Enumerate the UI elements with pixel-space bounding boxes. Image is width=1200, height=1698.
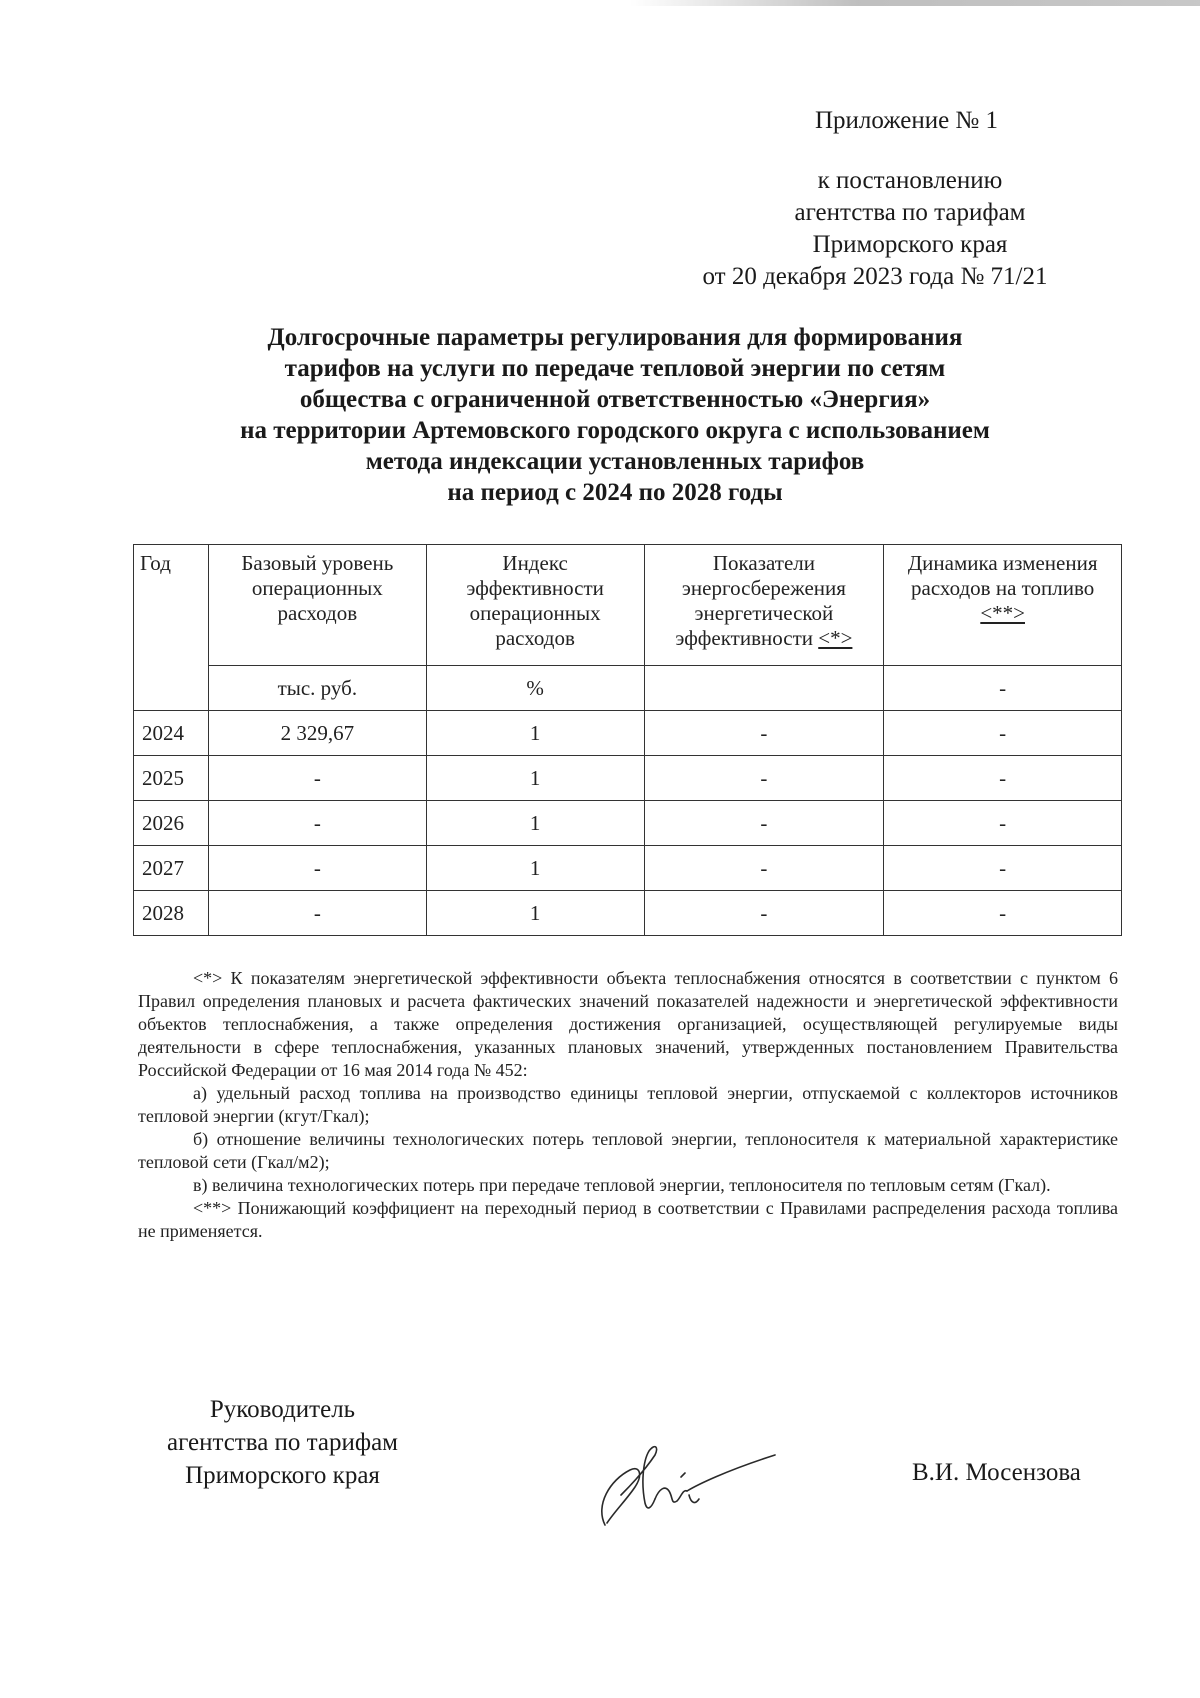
footnote-ref-1: <*> <box>818 626 853 650</box>
order-reference <box>700 165 1120 293</box>
header-fuel-dynamics-text: Динамика изменения расходов на топливо <box>907 551 1098 600</box>
cell-energy-saving: - <box>644 801 884 846</box>
header-energy-saving <box>644 545 884 666</box>
table-row <box>134 756 1122 801</box>
cell-efficiency-index: 1 <box>426 801 644 846</box>
cell-base-level: - <box>208 801 426 846</box>
signatory-position <box>140 1393 425 1492</box>
cell-efficiency-index: 1 <box>426 756 644 801</box>
footnote-fuel-coefficient: <**> Понижающий коэффициент на переходный период в соответствии с Правилами распределения расхода топлива не применяется. <box>138 1198 1118 1241</box>
handwritten-signature <box>585 1425 785 1535</box>
footnote-item-a: а) удельный расход топлива на производство единицы тепловой энергии, отпускаемой с коллекторов источников тепловой энергии (кгут/Гкал); <box>138 1083 1118 1126</box>
cell-efficiency-index: 1 <box>426 891 644 936</box>
cell-base-level: 2 329,67 <box>208 711 426 756</box>
cell-year: 2025 <box>134 756 209 801</box>
order-line: к постановлению <box>817 167 1003 194</box>
unit-fuel-dynamics: - <box>884 666 1122 711</box>
cell-year: 2027 <box>134 846 209 891</box>
position-line: агентства по тарифам <box>166 1429 399 1456</box>
header-efficiency-index: Индекс эффективности операционных расходов <box>426 545 644 666</box>
footnote-item-c: в) величина технологических потерь при передаче тепловой энергии, теплоносителя по тепловым сетям (Гкал). <box>193 1175 1051 1195</box>
position-line: Приморского края <box>185 1462 380 1489</box>
signatory-name: В.И. Мосензова <box>912 1459 1081 1486</box>
title-line: тарифов на услуги по передаче тепловой энергии по сетям <box>284 355 946 382</box>
title-line: метода индексации установленных тарифов <box>365 448 865 475</box>
order-line: Приморского края <box>812 231 1008 258</box>
footnote-energy-efficiency: <*> К показателям энергетической эффективности объекта теплоснабжения относятся в соответствии с пунктом 6 Правил определения плановых и расчета фактических значений показателей надежности и энергетической эффективности объектов теплоснабжения, а также определения достижения организацией, осуществляющей регулируемые виды деятельности в сфере теплоснабжения, указанных плановых значений, утвержденных постановлением Правительства Российской Федерации от 16 мая 2014 года № 452: <box>138 968 1118 1080</box>
footnotes <box>138 967 1118 1243</box>
footnote-item-b: б) отношение величины технологических потерь тепловой энергии, теплоносителя к материальной характеристике тепловой сети (Гкал/м2); <box>138 1129 1118 1172</box>
cell-year: 2024 <box>134 711 209 756</box>
cell-fuel-dynamics: - <box>884 891 1122 936</box>
cell-energy-saving: - <box>644 711 884 756</box>
table-header-row <box>134 545 1122 666</box>
title-line: Долгосрочные параметры регулирования для формирования <box>267 324 963 351</box>
table-units-row <box>134 666 1122 711</box>
cell-base-level: - <box>208 756 426 801</box>
header-base-level: Базовый уровень операционных расходов <box>208 545 426 666</box>
cell-fuel-dynamics: - <box>884 756 1122 801</box>
header-year: Год <box>134 545 209 711</box>
cell-energy-saving: - <box>644 756 884 801</box>
table-row <box>134 846 1122 891</box>
cell-base-level: - <box>208 891 426 936</box>
cell-fuel-dynamics: - <box>884 711 1122 756</box>
position-line: Руководитель <box>209 1396 356 1423</box>
cell-base-level: - <box>208 846 426 891</box>
header-energy-saving-text: Показатели энергосбережения энергетической эффективности <box>675 551 846 650</box>
parameters-table <box>133 544 1122 936</box>
order-line: агентства по тарифам <box>794 199 1026 226</box>
cell-energy-saving: - <box>644 891 884 936</box>
footnote-ref-2: <**> <box>980 601 1025 625</box>
title-line: на период с 2024 по 2028 годы <box>447 479 783 506</box>
cell-year: 2026 <box>134 801 209 846</box>
appendix-label: Приложение № 1 <box>815 107 999 134</box>
cell-fuel-dynamics: - <box>884 801 1122 846</box>
cell-efficiency-index: 1 <box>426 711 644 756</box>
unit-energy-saving <box>644 666 884 711</box>
title-line: общества с ограниченной ответственностью «Энергия» <box>299 386 931 413</box>
unit-base-level: тыс. руб. <box>208 666 426 711</box>
unit-efficiency-index: % <box>426 666 644 711</box>
cell-year: 2028 <box>134 891 209 936</box>
header-fuel-dynamics <box>884 545 1122 666</box>
order-date-number: от 20 декабря 2023 года № 71/21 <box>702 263 1048 290</box>
scan-edge-artifact <box>630 0 1200 6</box>
cell-energy-saving: - <box>644 846 884 891</box>
cell-fuel-dynamics: - <box>884 846 1122 891</box>
title-line: на территории Артемовского городского округа с использованием <box>240 417 990 444</box>
table-row <box>134 891 1122 936</box>
table-row <box>134 801 1122 846</box>
document-title <box>180 322 1050 508</box>
cell-efficiency-index: 1 <box>426 846 644 891</box>
table-row <box>134 711 1122 756</box>
